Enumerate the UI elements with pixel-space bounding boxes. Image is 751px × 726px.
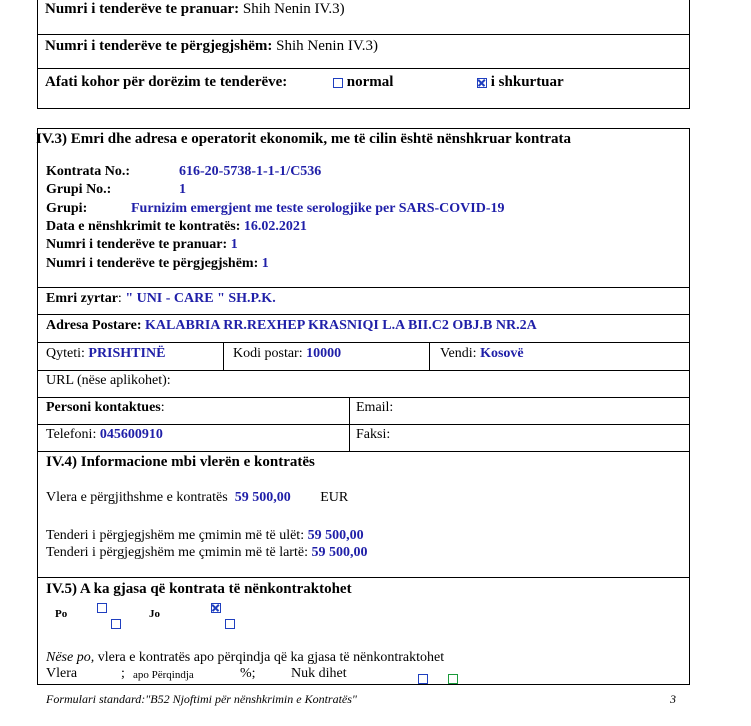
divider (37, 424, 690, 425)
group-value: Furnizim emergjent me teste serologjike per SARS-COVID-19 (131, 201, 505, 216)
total-value-row: Vlera e përgjithshme e kontratës 59 500,00 EUR (46, 490, 349, 505)
checkbox-checked-icon[interactable] (477, 78, 487, 88)
contact-person-row: Personi kontaktues: (46, 400, 165, 415)
unknown-checkbox-green-icon[interactable] (448, 674, 458, 684)
tenders-received-row: Numri i tenderëve te pranuar: Shih Nenin IV.3) (45, 1, 345, 17)
responsive-row: Numri i tenderëve te përgjegjshëm: 1 (46, 256, 269, 271)
tenders-responsive-row: Numri i tenderëve te përgjegjshëm: Shih Nenin IV.3) (45, 38, 378, 54)
postal-row: Kodi postar: 10000 (233, 346, 342, 361)
group-no-value: 1 (179, 182, 186, 197)
form-name-footer: Formulari standard:"B52 Njoftimi për nënshkrimin e Kontratës" (46, 692, 357, 706)
divider (429, 342, 430, 370)
highest-price-row: Tenderi i përgjegjshëm me çmimin më të lartë: 59 500,00 (46, 545, 368, 560)
deadline-normal-option[interactable]: normal (333, 74, 393, 91)
yes-checkbox-bottom-icon[interactable] (111, 619, 121, 629)
if-yes-row: Nëse po, vlera e kontratës apo përqindja që ka gjasa të nënkontraktohet (46, 650, 445, 665)
divider (223, 342, 224, 370)
yes-checkbox-top-icon[interactable] (97, 603, 107, 613)
page-number: 3 (670, 692, 676, 706)
yes-label: Po (55, 608, 68, 620)
contract-no-label: Kontrata No.: (46, 164, 130, 179)
divider (37, 397, 690, 398)
checkbox-unchecked-icon[interactable] (333, 78, 343, 88)
received-row: Numri i tenderëve te pranuar: 1 (46, 237, 238, 252)
sign-date-row: Data e nënshkrimit te kontratës: 16.02.2021 (46, 219, 307, 234)
address-row: Adresa Postare: KALABRIA RR.REXHEP KRASNIQI L.A BII.C2 OBJ.B NR.2A (46, 318, 537, 333)
group-label: Grupi: (46, 201, 88, 216)
divider (37, 370, 690, 371)
email-label: Email: (356, 400, 394, 415)
unknown-label: Nuk dihet (291, 666, 347, 681)
lowest-price-row: Tenderi i përgjegjshëm me çmimin më të ulët: 59 500,00 (46, 528, 364, 543)
fax-label: Faksi: (356, 427, 391, 442)
no-label: Jo (149, 608, 160, 620)
divider (37, 287, 690, 288)
divider (37, 314, 690, 315)
deadline-short-option[interactable]: i shkurtuar (477, 74, 564, 91)
city-row: Qyteti: PRISHTINË (46, 346, 166, 361)
divider (37, 342, 690, 343)
contract-no-value: 616-20-5738-1-1-1/C536 (179, 164, 322, 179)
percent-label: apo Përqindja (133, 669, 194, 681)
divider (37, 68, 690, 69)
official-name-row: Emri zyrtar: " UNI - CARE " SH.P.K. (46, 291, 276, 306)
value-label: Vlera (46, 666, 78, 681)
percent-sign: %; (240, 666, 256, 681)
section-iv3-heading: IV.3) Emri dhe adresa e operatorit ekonomik, me të cilin është nënshkruar kontrata (36, 131, 571, 147)
semicolon: ; (121, 666, 125, 681)
deadline-label: Afati kohor për dorëzim te tenderëve: (45, 74, 288, 90)
section-iv5-heading: IV.5) A ka gjasa që kontrata të nënkontraktohet (46, 581, 352, 597)
phone-row: Telefoni: 045600910 (46, 427, 163, 442)
unknown-checkbox-icon[interactable] (418, 674, 428, 684)
no-checkbox-bottom-icon[interactable] (225, 619, 235, 629)
url-label: URL (nëse aplikohet): (46, 373, 171, 388)
section-iv4-heading: IV.4) Informacione mbi vlerën e kontratës (46, 454, 315, 470)
divider (37, 34, 690, 35)
no-checkbox-checked-icon[interactable] (211, 603, 221, 613)
country-row: Vendi: Kosovë (440, 346, 524, 361)
group-no-label: Grupi No.: (46, 182, 112, 197)
